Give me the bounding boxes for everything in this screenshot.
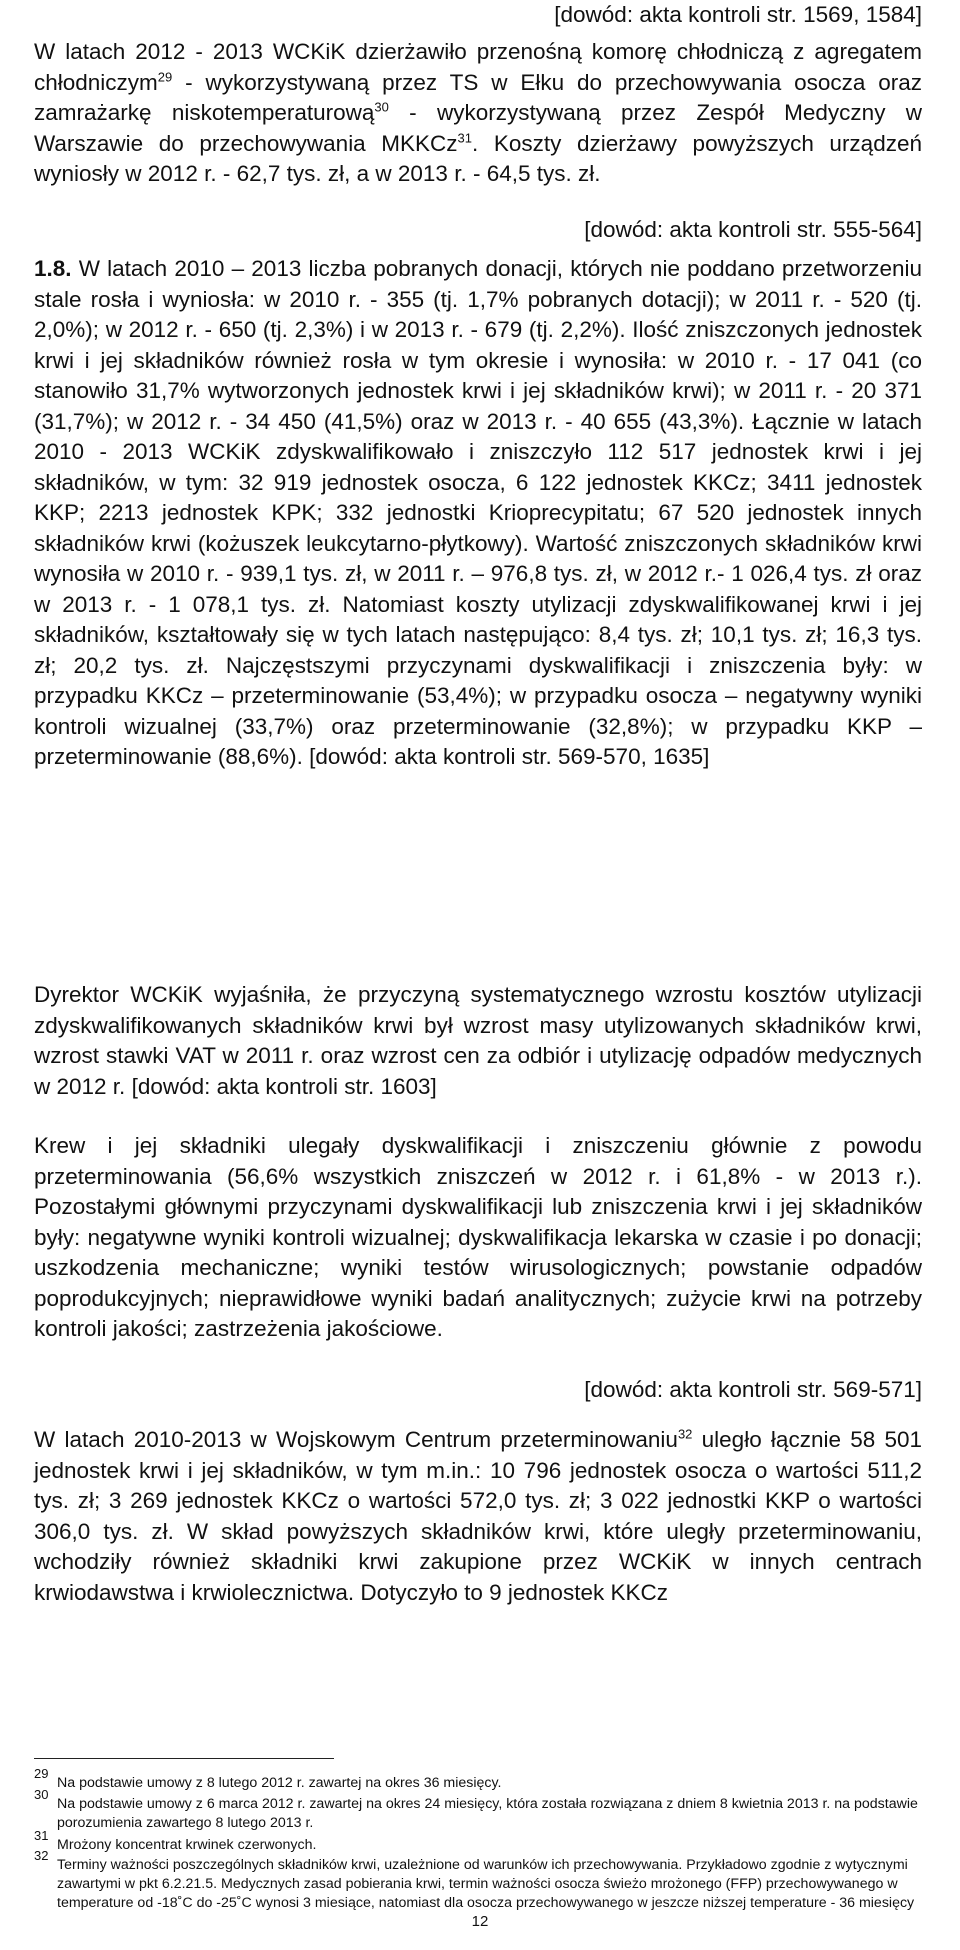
source-reference: [dowód: akta kontroli str. 555-564] (584, 217, 922, 242)
footnote-ref-29[interactable]: 29 (157, 69, 173, 84)
footnote-ref-30[interactable]: 30 (374, 99, 389, 115)
source-reference: [dowód: akta kontroli str. 569-571] (584, 1377, 922, 1402)
footnote-separator (34, 1758, 334, 1759)
source-reference: [dowód: akta kontroli str. 1569, 1584] (554, 2, 922, 27)
footnote: 32 Terminy ważności poszczególnych składników krwi, uzależnione od warunków ich przechowywania. Przykładowo zgodnie z wytycznymi zawartymi w pkt 6.2.21.5. Medycznych zasad pobierania krwi, termin ważności osocza świeżo mrożonego (FFP) przechowywanego w temperature od -18˚C do -25˚C wynosi 3 miesiące, natomiast dla osocza przechowywanego w jeszcze niższej temperature - 36 miesięcy (34, 1848, 915, 1911)
footnote: 30 Na podstawie umowy z 6 marca 2012 r. zawartej na okres 24 miesięcy, która została rozwiązana z dniem 8 kwietnia 2013 r. na podstawie porozumienia zawartego 8 lutego 2013 r. (34, 1787, 918, 1831)
paragraph-donations: 1.8. W latach 2010 – 2013 liczba pobranych donacji, których nie poddano przetworzeniu stale rosła i wyniosła: w 2010 r. - 355 (tj. 1,7% pobranych dotacji); w 2011 r. - 520 (tj. 2,0%); w 2012 r. - 650 (tj. 2,3%) i w 2013 r. - 679 (tj. 2,2%). Ilość zniszczonych jednostek krwi i jej składników również rosła w tym okresie i wynosiła: w 2010 r. - 17 041 (co stanowiło 31,7% wytworzonych jednostek krwi i jej składników krwi); w 2011 r. - 20 371 (31,7%); w 2012 r. - 34 450 (41,5%) oraz w 2013 r. - 40 655 (43,3%). Łącznie w latach 2010 - 2013 WCKiK zdyskwalifikowało i zniszczyło 112 517 jednostek krwi i jej składników, w tym: 32 919 jednostek osocza, 6 122 jednostek KKCz; 3411 jednostek KKP; 2213 jednostek KPK; 332 jednostki Krioprecypitatu; 67 520 jednostek innych składników krwi (kożuszek leukcytarno-płytkowy). Wartość zniszczonych składników krwi wynosiła w 2010 r. - 939,1 tys. zł, w 2011 r. – 976,8 tys. zł, w 2012 r.- 1 026,4 tys. zł oraz w 2013 r. - 1 078,1 tys. zł. Natomiast koszty utylizacji zdyskwalifikowanej krwi i jej składników, kształtowały się w tych latach następująco: 8,4 tys. zł; 10,1 tys. zł; 16,3 tys. zł; 20,2 tys. zł. Najczęstszymi przyczynami dyskwalifikacji i zniszczenia były: w przypadku KKCz – przeterminowanie (53,4%); w przypadku osocza – negatywny wyniki kontroli wizualnej (33,7%) oraz przeterminowanie (32,8%); w przypadku KKP – przeterminowanie (88,6%). [dowód: akta kontroli str. 569-570, 1635] (34, 256, 922, 769)
source-reference: [dowód: akta kontroli str. 1603] (131, 1073, 437, 1099)
page-number: 12 (471, 1913, 489, 1930)
source-reference: [dowód: akta kontroli str. 569-570, 1635] (309, 744, 710, 769)
footnote: 29 Na podstawie umowy z 8 lutego 2012 r. zawartej na okres 36 miesięcy. (34, 1766, 502, 1791)
section-number: 1.8. (34, 256, 72, 281)
footnote: 31 Mrożony koncentrat krwinek czerwonych. (34, 1828, 317, 1853)
paragraph-equipment-lease: W latach 2012 - 2013 WCKiK dzierżawiło przenośną komorę chłodniczą z agregatem chłodniczym$^{29}$ - wykorzystywaną przez TS w Ełku do przechowywania osocza oraz zamrażarkę niskotemperaturową$^{30}$ - wykorzystywaną przez Zespół Medyczny w Warszawie do przechowywania MKKCz$^{31}$. Koszty dzierżawy powyższych urządzeń wyniosły w 2012 r. - 62,7 tys. zł, a w 2013 r. - 64,5 tys. zł. (34, 39, 922, 186)
footnote-ref-32[interactable]: 32 (677, 1426, 693, 1442)
paragraph-disqualification-causes: Krew i jej składniki ulegały dyskwalifikacji i zniszczeniu głównie z powodu przeterminowania (56,6% wszystkich zniszczeń w 2012 r. i 61,8% - w 2013 r.). Pozostałymi głównymi przyczynami dyskwalifikacji lub zniszczenia krwi i jej składników były: negatywne wyniki kontroli wizualnej; dyskwalifikacja lekarska w czasie i po donacji; uszkodzenia mechaniczne; wyniki testów wirusologicznych; powstanie odpadów poprodukcyjnych; nieprawidłowe wyniki badań analitycznych; zużycie krwi na potrzeby kontroli jakości; zastrzeżenia jakościowe. (34, 1133, 922, 1341)
paragraph-director-explanation: Dyrektor WCKiK wyjaśniła, że przyczyną systematycznego wzrostu kosztów utylizacji zdyskwalifikowanych składników krwi był wzrost masy utylizowanych składników krwi, wzrost stawki VAT w 2011 r. oraz wzrost cen za odbiór i utylizację odpadów medycznych w 2012 r. [dowód: akta kontroli str. 1603] (34, 982, 922, 1099)
paragraph-expired-units: W latach 2010-2013 w Wojskowym Centrum przeterminowaniu$^{32}$ uległo łącznie 58 501 jednostek krwi i jej składników, w tym m.in.: 10 796 jednostek osocza o wartości 511,2 tys. zł; 3 269 jednostek KKCz o wartości 572,0 tys. zł; 3 022 jednostki KKP o wartości 306,0 tys. zł. W skład powyższych składników krwi, które uległy przeterminowaniu, wchodziły również składniki krwi zakupione przez WCKiK w innych centrach krwiodawstwa i krwiolecznictwa. Dotyczyło to 9 jednostek KKCz (34, 1426, 922, 1605)
footnote-ref-31[interactable]: 31 (457, 130, 473, 145)
